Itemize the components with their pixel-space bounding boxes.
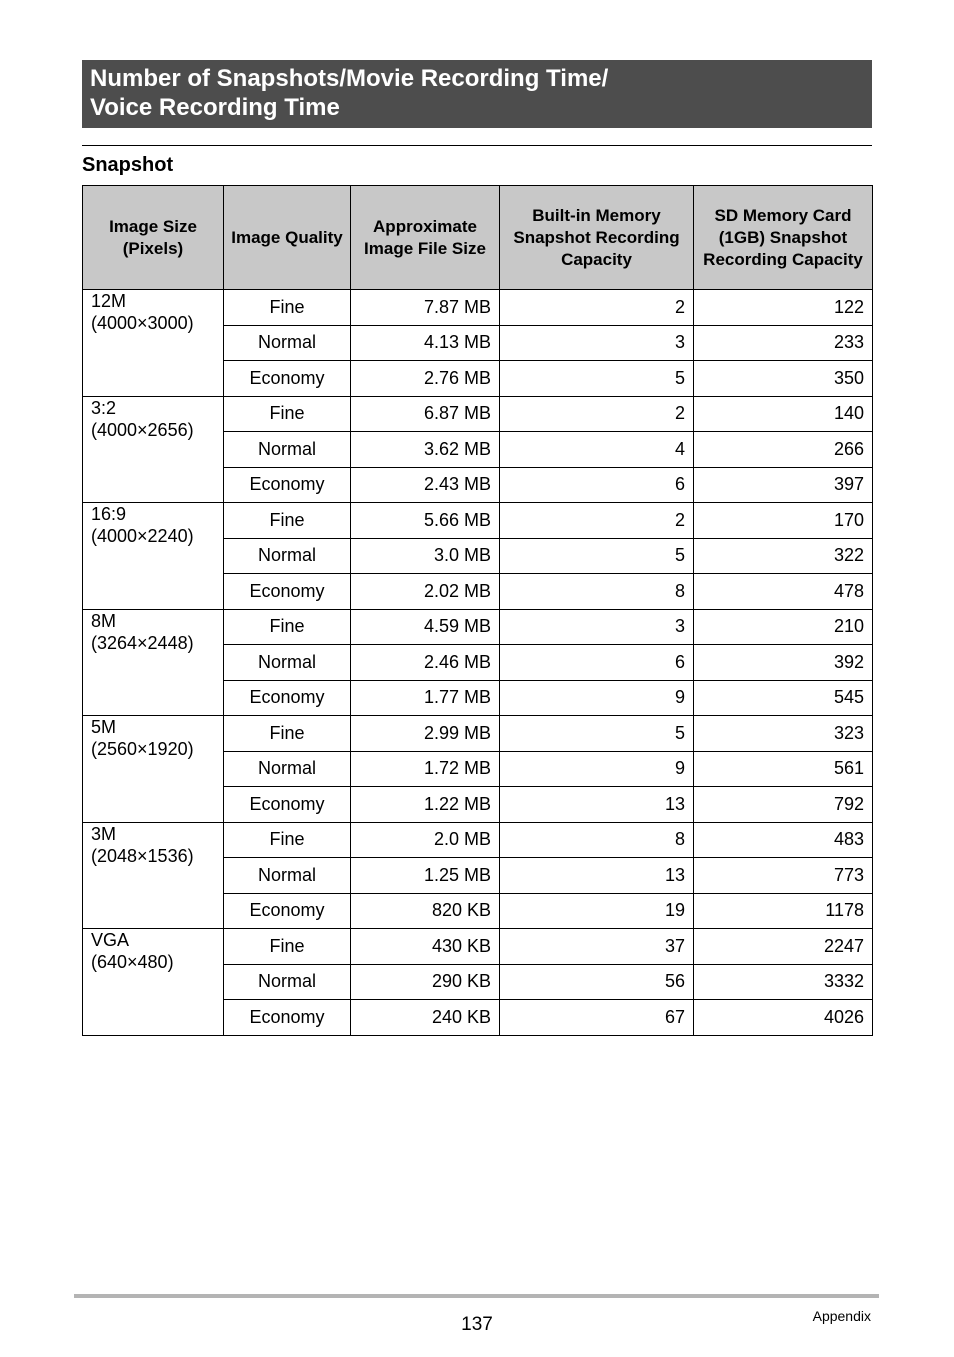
image-size-label: 12M (91, 291, 127, 311)
builtin-capacity-cell: 2 (500, 503, 694, 539)
page-title-line-2: Voice Recording Time (90, 94, 340, 121)
table-row (83, 929, 873, 965)
builtin-capacity-cell: 67 (500, 1000, 694, 1036)
snapshot-capacity-table (82, 185, 873, 1036)
table-row (83, 822, 873, 858)
sd-capacity-cell: 3332 (694, 964, 873, 1000)
image-size-cell (83, 929, 224, 1036)
image-quality-cell: Economy (224, 574, 351, 610)
table-body (83, 290, 873, 1036)
image-quality-cell: Fine (224, 503, 351, 539)
file-size-cell: 1.77 MB (351, 680, 500, 716)
image-quality-cell: Fine (224, 609, 351, 645)
sd-capacity-cell: 392 (694, 645, 873, 681)
image-size-label: VGA (91, 930, 130, 950)
image-size-cell (83, 716, 224, 823)
sd-capacity-cell: 266 (694, 432, 873, 468)
file-size-cell: 430 KB (351, 929, 500, 965)
file-size-cell: 2.46 MB (351, 645, 500, 681)
sd-capacity-cell: 122 (694, 290, 873, 326)
title-divider (82, 145, 872, 146)
table-row (83, 396, 873, 432)
builtin-capacity-cell: 3 (500, 325, 694, 361)
file-size-cell: 2.76 MB (351, 361, 500, 397)
file-size-cell: 7.87 MB (351, 290, 500, 326)
sd-capacity-cell: 2247 (694, 929, 873, 965)
file-size-cell: 2.43 MB (351, 467, 500, 503)
builtin-capacity-cell: 13 (500, 858, 694, 894)
file-size-cell: 4.59 MB (351, 609, 500, 645)
builtin-capacity-cell: 2 (500, 290, 694, 326)
image-size-label: 3M (91, 823, 117, 844)
image-pixels-label: (2048×1536) (91, 845, 194, 866)
builtin-capacity-cell: 5 (500, 538, 694, 574)
image-pixels-label: (4000×2656) (91, 419, 194, 440)
builtin-capacity-cell: 56 (500, 964, 694, 1000)
file-size-cell: 2.02 MB (351, 574, 500, 610)
page-title-line-1: Number of Snapshots/Movie Recording Time/ (90, 65, 609, 92)
builtin-capacity-cell: 9 (500, 680, 694, 716)
table-row (83, 503, 873, 539)
image-quality-cell: Normal (224, 538, 351, 574)
image-quality-cell: Normal (224, 964, 351, 1000)
builtin-capacity-cell: 8 (500, 574, 694, 610)
sd-capacity-cell: 561 (694, 751, 873, 787)
sd-capacity-cell: 233 (694, 325, 873, 361)
file-size-cell: 1.25 MB (351, 858, 500, 894)
sd-capacity-cell: 478 (694, 574, 873, 610)
table-row (83, 290, 873, 326)
image-quality-cell: Fine (224, 716, 351, 752)
sd-capacity-cell: 210 (694, 609, 873, 645)
page-number: 137 (461, 1314, 493, 1335)
image-pixels-label: (3264×2448) (91, 632, 194, 653)
table-header-row (83, 186, 873, 290)
builtin-capacity-cell: 3 (500, 609, 694, 645)
sd-capacity-cell: 483 (694, 822, 873, 858)
image-quality-cell: Economy (224, 893, 351, 929)
builtin-capacity-cell: 6 (500, 645, 694, 681)
builtin-capacity-cell: 13 (500, 787, 694, 823)
image-quality-cell: Fine (224, 929, 351, 965)
sd-capacity-cell: 350 (694, 361, 873, 397)
sd-capacity-cell: 397 (694, 467, 873, 503)
file-size-cell: 6.87 MB (351, 396, 500, 432)
image-size-cell (83, 609, 224, 716)
sd-capacity-cell: 4026 (694, 1000, 873, 1036)
sd-capacity-cell: 170 (694, 503, 873, 539)
footer-section-label: Appendix (812, 1308, 871, 1324)
sd-capacity-cell: 545 (694, 680, 873, 716)
builtin-capacity-cell: 5 (500, 361, 694, 397)
image-quality-cell: Fine (224, 822, 351, 858)
sd-capacity-cell: 792 (694, 787, 873, 823)
sd-capacity-cell: 323 (694, 716, 873, 752)
file-size-cell: 4.13 MB (351, 325, 500, 361)
footer-divider (74, 1294, 879, 1298)
column-header-builtin-capacity: Built-in Memory Snapshot Recording Capacity (500, 186, 694, 290)
builtin-capacity-cell: 8 (500, 822, 694, 858)
file-size-cell: 290 KB (351, 964, 500, 1000)
file-size-cell: 2.99 MB (351, 716, 500, 752)
image-size-cell (83, 822, 224, 929)
page-title-bar (82, 60, 872, 128)
image-size-label: 5M (91, 717, 117, 737)
builtin-capacity-cell: 37 (500, 929, 694, 965)
image-quality-cell: Normal (224, 645, 351, 681)
builtin-capacity-cell: 2 (500, 396, 694, 432)
column-header-image-quality: Image Quality (224, 186, 351, 290)
builtin-capacity-cell: 4 (500, 432, 694, 468)
table-row (83, 609, 873, 645)
file-size-cell: 5.66 MB (351, 503, 500, 539)
image-pixels-label: (4000×3000) (91, 313, 194, 333)
file-size-cell: 240 KB (351, 1000, 500, 1036)
image-size-cell (83, 503, 224, 610)
image-quality-cell: Economy (224, 680, 351, 716)
image-size-label: 8M (91, 610, 117, 631)
file-size-cell: 1.72 MB (351, 751, 500, 787)
sd-capacity-cell: 140 (694, 396, 873, 432)
file-size-cell: 3.0 MB (351, 538, 500, 574)
section-heading: Snapshot (82, 154, 174, 176)
image-quality-cell: Normal (224, 858, 351, 894)
image-pixels-label: (2560×1920) (91, 739, 194, 759)
file-size-cell: 3.62 MB (351, 432, 500, 468)
builtin-capacity-cell: 5 (500, 716, 694, 752)
image-quality-cell: Normal (224, 432, 351, 468)
image-quality-cell: Fine (224, 396, 351, 432)
column-header-file-size: Approximate Image File Size (351, 186, 500, 290)
file-size-cell: 820 KB (351, 893, 500, 929)
image-quality-cell: Fine (224, 290, 351, 326)
image-quality-cell: Economy (224, 1000, 351, 1036)
image-size-cell (83, 396, 224, 503)
sd-capacity-cell: 322 (694, 538, 873, 574)
image-quality-cell: Economy (224, 361, 351, 397)
file-size-cell: 1.22 MB (351, 787, 500, 823)
sd-capacity-cell: 773 (694, 858, 873, 894)
builtin-capacity-cell: 9 (500, 751, 694, 787)
image-size-cell (83, 290, 224, 397)
file-size-cell: 2.0 MB (351, 822, 500, 858)
sd-capacity-cell: 1178 (694, 893, 873, 929)
image-quality-cell: Normal (224, 751, 351, 787)
image-quality-cell: Economy (224, 467, 351, 503)
image-size-label: 3:2 (91, 397, 117, 418)
image-pixels-label: (4000×2240) (91, 526, 194, 546)
image-pixels-label: (640×480) (91, 952, 174, 972)
column-header-image-size: Image Size (Pixels) (83, 186, 224, 290)
builtin-capacity-cell: 19 (500, 893, 694, 929)
table-row (83, 716, 873, 752)
column-header-sd-capacity: SD Memory Card (1GB) Snapshot Recording Capacity (694, 186, 873, 290)
builtin-capacity-cell: 6 (500, 467, 694, 503)
image-size-label: 16:9 (91, 504, 127, 524)
image-quality-cell: Normal (224, 325, 351, 361)
image-quality-cell: Economy (224, 787, 351, 823)
